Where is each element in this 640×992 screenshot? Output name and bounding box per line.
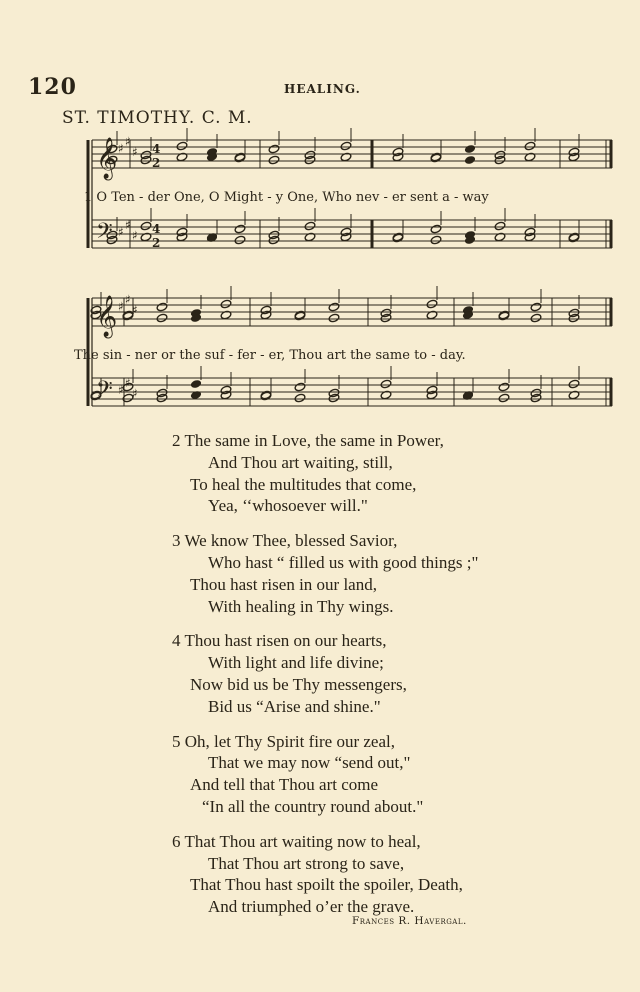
sharp-icon: ♯: [125, 134, 131, 149]
stanza-line: With healing in Thy wings.: [208, 596, 394, 616]
note-head: [426, 299, 438, 309]
note-head: [190, 379, 202, 389]
stanza-number: 6: [172, 831, 181, 851]
note-head: [494, 221, 506, 231]
sharp-icon: ♯: [118, 224, 124, 239]
note-head: [234, 235, 246, 245]
sharp-icon: ♯: [132, 386, 138, 401]
stanza-2: [172, 430, 612, 517]
lyrics-line-2: The sin - ner or the suf - fer - er, Thou art the same to - day.: [74, 348, 466, 363]
note-head: [430, 224, 442, 234]
stanza-line: And Thou art waiting, still,: [208, 452, 393, 472]
note-head: [530, 302, 542, 312]
note-head: [530, 313, 542, 323]
stanza-4: [172, 630, 612, 717]
stanza-3: [172, 530, 612, 617]
clefs: [96, 137, 117, 407]
note-head: [294, 393, 306, 403]
sharp-icon: ♯: [118, 299, 124, 314]
sharp-icon: ♯: [118, 382, 124, 397]
note-head: [380, 379, 392, 389]
stanza-line: Thou hast risen on our hearts,: [184, 631, 387, 651]
stanzas: [172, 430, 612, 931]
note-head: [140, 221, 152, 231]
time-signature-top: 4: [152, 142, 161, 156]
stanza-line: “In all the country round about.": [202, 796, 424, 816]
bass-clef-icon: 𝄢: [96, 219, 113, 249]
stanza-number: 4: [172, 631, 181, 651]
note-head: [176, 141, 188, 151]
note-head: [156, 302, 168, 312]
stanza-number: 2: [172, 431, 181, 450]
note-head: [268, 155, 280, 165]
stanza-line: And triumphed o’er the grave.: [208, 897, 415, 917]
note-head: [234, 224, 246, 234]
running-head: HEALING.: [284, 82, 361, 96]
staff-lines: [92, 140, 612, 406]
stanza-line: We know Thee, blessed Savior,: [184, 531, 398, 551]
stanza-6: [172, 831, 612, 918]
stanza-line: That Thou art waiting now to heal,: [184, 831, 421, 851]
stanza-line: The same in Love, the same in Power,: [184, 431, 444, 450]
sharp-icon: ♯: [132, 228, 138, 243]
note-head: [498, 382, 510, 392]
time-signature-top: 4: [152, 222, 161, 236]
note-head: [294, 382, 306, 392]
sharp-icon: ♯: [118, 141, 124, 156]
sharp-icon: ♯: [132, 302, 138, 317]
treble-clef-icon: 𝄞: [96, 138, 118, 179]
time-signature-bottom: 2: [152, 236, 161, 250]
page-number: 120: [28, 74, 77, 100]
note-head: [304, 221, 316, 231]
stanza-line: And tell that Thou art come: [190, 775, 379, 795]
lyrics-line-1: 1 O Ten - der One, O Might - y One, Who nev - er sent a - way: [84, 190, 489, 205]
sharp-icon: ♯: [132, 144, 138, 159]
note-head: [464, 155, 476, 165]
note-head: [328, 313, 340, 323]
note-head: [340, 141, 352, 151]
note-head: [268, 144, 280, 154]
barlines: [88, 140, 611, 406]
note-head: [220, 299, 232, 309]
tune-title: ST. TIMOTHY. C. M.: [62, 108, 253, 128]
music-score: [0, 0, 640, 430]
note-head: [464, 144, 476, 154]
note-head: [430, 235, 442, 245]
sharp-icon: ♯: [125, 292, 131, 307]
stanza-number: 3: [172, 531, 181, 551]
time-signature-bottom: 2: [152, 156, 161, 170]
stanza-line: That Thou hast spoilt the spoiler, Death,: [190, 875, 463, 895]
note-head: [568, 379, 580, 389]
stanza-line: Bid us “Arise and shine.": [208, 696, 381, 716]
stanza-line: Who hast “ filled us with good things ;": [208, 552, 479, 572]
stanza-line: With light and life divine;: [208, 653, 384, 673]
stanza-number: 5: [172, 731, 181, 751]
sharp-icon: ♯: [125, 375, 131, 390]
note-head: [498, 393, 510, 403]
sharp-icon: ♯: [125, 217, 131, 232]
note-head: [156, 313, 168, 323]
treble-clef-icon: 𝄞: [96, 296, 118, 337]
stanza-line: Now bid us be Thy messengers,: [190, 674, 407, 694]
author-credit: Frances R. Havergal.: [352, 915, 467, 927]
stanza-line: Oh, let Thy Spirit fire our zeal,: [184, 731, 395, 751]
stanza-line: To heal the multitudes that come,: [190, 474, 417, 494]
stanza-line: That Thou art strong to save,: [208, 853, 405, 873]
stanza-line: Yea, ‘‘whosoever will.": [208, 496, 368, 516]
stanza-line: That we may now “send out,": [208, 753, 411, 773]
stanza-5: [172, 731, 612, 818]
note-head: [328, 302, 340, 312]
stanza-line: Thou hast risen in our land,: [190, 574, 377, 594]
note-head: [524, 141, 536, 151]
bass-clef-icon: 𝄢: [96, 377, 113, 407]
